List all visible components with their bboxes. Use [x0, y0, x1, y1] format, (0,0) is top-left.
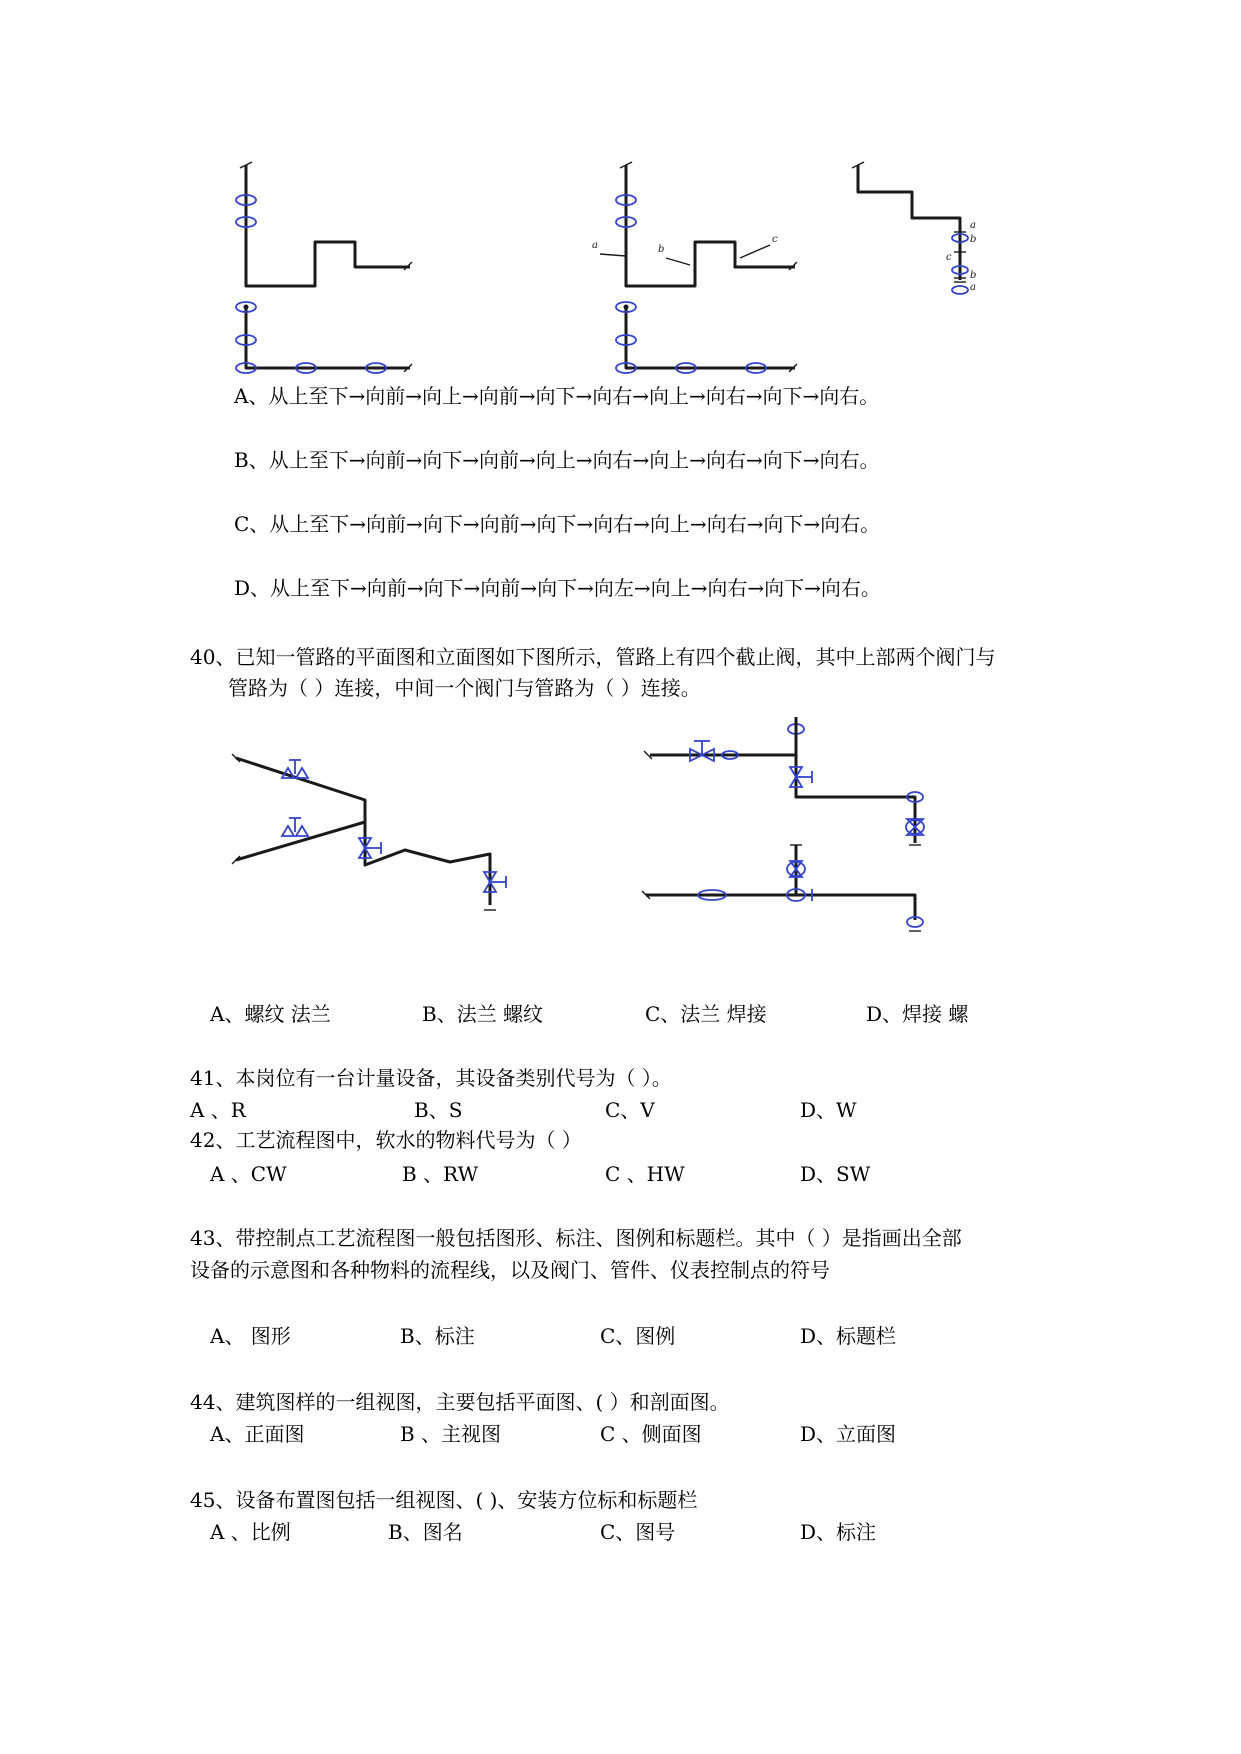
- q40-option-d: D、焊接 螺: [866, 1002, 969, 1026]
- q45-stem: 45、设备布置图包括一组视图、( )、安装方位标和标题栏: [190, 1488, 698, 1512]
- fig-label-a: a: [592, 240, 598, 251]
- fig-label-b: b: [658, 244, 665, 255]
- q40-figure-plan-elevation: [640, 715, 940, 935]
- q39-option-a: A、从上至下→向前→向上→向前→向下→向右→向上→向右→向下→向右。: [234, 384, 880, 408]
- q43-stem-line2: 设备的示意图和各种物料的流程线，以及阀门、管件、仪表控制点的符号: [190, 1258, 830, 1282]
- q40-figure-isometric: [230, 750, 530, 930]
- q44-stem: 44、建筑图样的一组视图，主要包括平面图、( ）和剖面图。: [190, 1390, 730, 1414]
- fig-label-a2: a: [970, 220, 976, 231]
- q40-option-c: C、法兰 焊接: [645, 1002, 767, 1026]
- q39-option-d: D、从上至下→向前→向下→向前→向下→向左→向上→向右→向下→向右。: [234, 576, 881, 600]
- q43-option-b: B、标注: [400, 1324, 475, 1348]
- q40-stem-line1: 40、已知一管路的平面图和立面图如下图所示，管路上有四个截止阀，其中上部两个阀门与: [190, 645, 996, 669]
- q39-option-c: C、从上至下→向前→向下→向前→向下→向右→向上→向右→向下→向右。: [234, 512, 881, 536]
- q41-option-d: D、W: [800, 1098, 857, 1122]
- q43-stem-line1: 43、带控制点工艺流程图一般包括图形、标注、图例和标题栏。其中（ ）是指画出全部: [190, 1226, 962, 1250]
- q39-figure-left: [220, 160, 420, 380]
- fig-label-c2: c: [946, 252, 952, 263]
- fig-label-b2: b: [970, 234, 977, 245]
- q41-option-b: B、S: [414, 1098, 463, 1122]
- q43-option-a: A、 图形: [210, 1324, 291, 1348]
- q41-option-a: A 、R: [190, 1098, 246, 1122]
- q40-option-a: A、螺纹 法兰: [210, 1002, 331, 1026]
- fig-label-a3: a: [970, 282, 976, 293]
- q39-figure-middle: [590, 160, 810, 380]
- q43-option-c: C、图例: [600, 1324, 676, 1348]
- q45-option-c: C、图号: [600, 1520, 676, 1544]
- q42-option-a: A 、CW: [210, 1162, 287, 1186]
- fig-label-b3: b: [970, 270, 977, 281]
- q43-option-d: D、标题栏: [800, 1324, 897, 1348]
- q44-option-c: C 、侧面图: [600, 1422, 702, 1446]
- q42-stem: 42、工艺流程图中，软水的物料代号为（ ）: [190, 1128, 582, 1152]
- q45-option-a: A 、比例: [210, 1520, 291, 1544]
- q39-option-b: B、从上至下→向前→向下→向前→向上→向右→向上→向右→向下→向右。: [234, 448, 880, 472]
- q41-option-c: C、V: [605, 1098, 655, 1122]
- q44-option-a: A、正面图: [210, 1422, 305, 1446]
- q44-option-d: D、立面图: [800, 1422, 897, 1446]
- q42-option-d: D、SW: [800, 1162, 871, 1186]
- q41-stem: 41、本岗位有一台计量设备，其设备类别代号为（ ）。: [190, 1066, 672, 1090]
- fig-label-c: c: [772, 234, 778, 245]
- q44-option-b: B 、主视图: [400, 1422, 502, 1446]
- q42-option-c: C 、HW: [605, 1162, 685, 1186]
- q45-option-d: D、标注: [800, 1520, 877, 1544]
- q40-stem-line2: 管路为（ ）连接，中间一个阀门与管路为（ ）连接。: [228, 676, 701, 700]
- q42-option-b: B 、RW: [402, 1162, 479, 1186]
- q45-option-b: B、图名: [388, 1520, 463, 1544]
- q39-figure-right: [850, 160, 990, 300]
- q40-option-b: B、法兰 螺纹: [422, 1002, 544, 1026]
